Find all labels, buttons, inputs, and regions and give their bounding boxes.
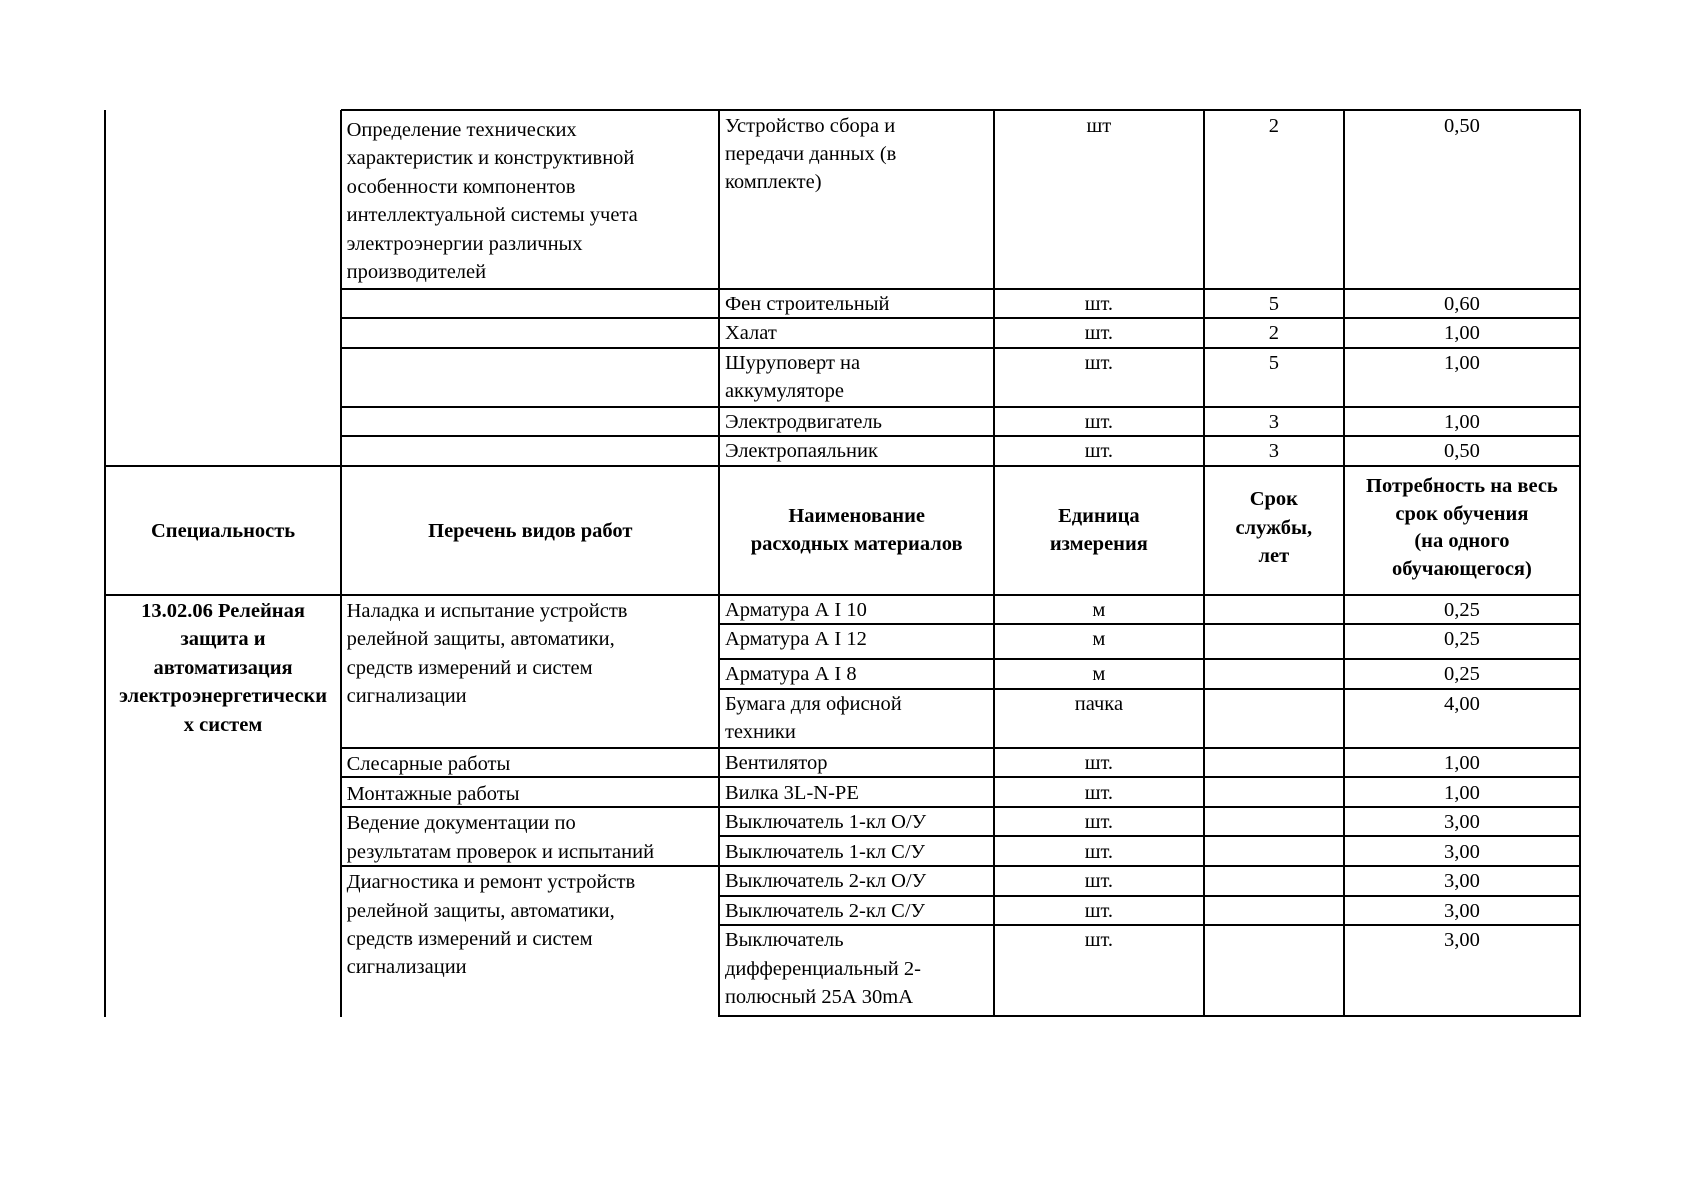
need-cell: 1,00 [1443, 410, 1480, 433]
material-cell: Бумага для офисной техники [724, 692, 902, 744]
material-cell: Фен строительный [724, 292, 890, 315]
unit-cell: шт. [1084, 811, 1114, 834]
need-cell: 0,50 [1443, 440, 1480, 463]
need-cell: 3,00 [1443, 929, 1480, 952]
need-cell: 1,00 [1443, 322, 1480, 345]
unit-cell: шт. [1084, 292, 1114, 315]
unit-cell: шт. [1084, 870, 1114, 893]
header-material-name: Наименование расходных материалов [750, 504, 963, 556]
material-cell: Электродвигатель [724, 410, 883, 433]
material-cell: Халат [724, 322, 777, 345]
need-cell: 1,00 [1443, 351, 1480, 374]
service-life-cell: 2 [1268, 322, 1279, 345]
unit-cell: шт [1086, 114, 1112, 137]
need-cell: 1,00 [1443, 751, 1480, 774]
material-cell: Выключатель 1-кл С/У [724, 840, 926, 863]
material-cell: Выключатель дифференциальный 2- полюсный 25А 30mA [724, 929, 921, 1008]
need-cell: 0,25 [1443, 598, 1480, 621]
material-cell: Арматура А I 8 [724, 663, 857, 686]
table-rule [340, 110, 342, 466]
table-rule [719, 1015, 1581, 1017]
need-cell: 3,00 [1443, 899, 1480, 922]
material-cell: Шуруповерт на аккумуляторе [724, 351, 861, 403]
header-work-types: Перечень видов работ [428, 520, 633, 543]
header-service-life: Срок службы, лет [1235, 488, 1313, 568]
material-cell: Устройство сбора и передачи данных (в комплекте) [724, 114, 897, 194]
unit-cell: м [1092, 663, 1106, 686]
unit-cell: шт. [1084, 929, 1114, 952]
unit-cell: шт. [1084, 899, 1114, 922]
unit-cell: пачка [1074, 692, 1124, 715]
need-cell: 3,00 [1443, 811, 1480, 834]
material-cell: Выключатель 1-кл О/У [724, 811, 927, 834]
material-cell: Выключатель 2-кл С/У [724, 899, 926, 922]
work-type-cell: Наладка и испытание устройств релейной защиты, автоматики, средств измерений и систем сигнализации [346, 600, 628, 708]
service-life-cell: 5 [1268, 351, 1279, 374]
unit-cell: шт. [1084, 840, 1114, 863]
work-type-cell: Диагностика и ремонт устройств релейной защиты, автоматики, средств измерений и систем сигнализации [346, 871, 636, 979]
service-life-cell: 5 [1268, 292, 1279, 315]
need-cell: 3,00 [1443, 870, 1480, 893]
need-cell: 4,00 [1443, 692, 1480, 715]
unit-cell: шт. [1084, 751, 1114, 774]
material-cell: Электропаяльник [724, 440, 878, 463]
need-cell: 0,60 [1443, 292, 1480, 315]
specialty-cell: 13.02.06 Релейная защита и автоматизация электроэнергетически х систем [119, 600, 328, 736]
work-type-cell: Слесарные работы [346, 753, 511, 776]
need-cell: 0,50 [1443, 114, 1480, 137]
unit-cell: м [1092, 628, 1106, 651]
header-unit: Единица измерения [1049, 504, 1148, 556]
material-cell: Арматура А I 10 [724, 598, 867, 621]
need-cell: 0,25 [1443, 663, 1480, 686]
table-rule [718, 110, 720, 466]
service-life-cell: 3 [1268, 440, 1279, 463]
need-cell: 0,25 [1443, 628, 1480, 651]
unit-cell: шт. [1084, 781, 1114, 804]
work-type-cell: Определение технических характеристик и конструктивной особенности компонентов интеллектуальной системы учета электроэнергии различных производителей [346, 118, 638, 283]
table-rule [104, 110, 106, 1016]
unit-cell: м [1092, 598, 1106, 621]
table-rule [105, 465, 1581, 467]
unit-cell: шт. [1084, 440, 1114, 463]
need-cell: 3,00 [1443, 840, 1480, 863]
unit-cell: шт. [1084, 351, 1114, 374]
service-life-cell: 3 [1268, 410, 1279, 433]
material-cell: Выключатель 2-кл О/У [724, 870, 927, 893]
material-cell: Вентилятор [724, 751, 828, 774]
material-cell: Вилка 3L-N-PE [724, 781, 859, 804]
table-rule [341, 747, 720, 749]
unit-cell: шт. [1084, 322, 1114, 345]
header-need: Потребность на весь срок обучения (на одного обучающегося) [1366, 475, 1558, 580]
work-type-cell: Ведение документации по результатам проверок и испытаний [346, 812, 655, 863]
material-cell: Арматура А I 12 [724, 628, 867, 651]
service-life-cell: 2 [1268, 114, 1279, 137]
unit-cell: шт. [1084, 410, 1114, 433]
need-cell: 1,00 [1443, 781, 1480, 804]
header-specialty: Специальность [150, 520, 296, 543]
work-type-cell: Монтажные работы [346, 782, 520, 805]
